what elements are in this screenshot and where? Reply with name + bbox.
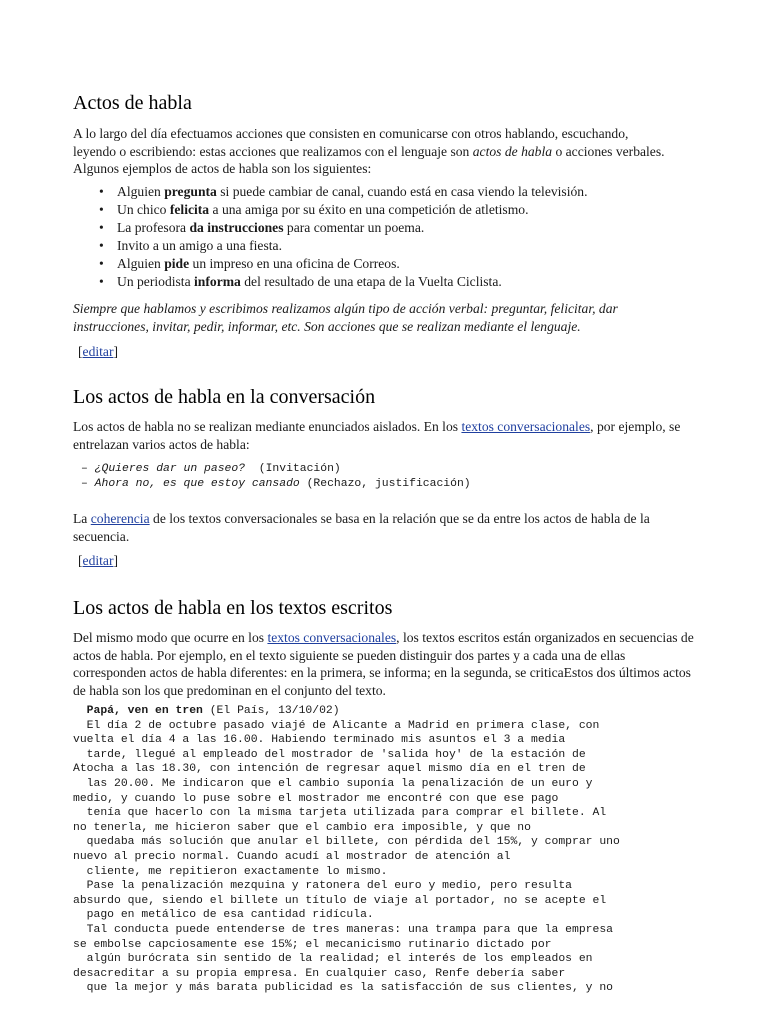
written-texts-paragraph bbox=[73, 629, 698, 699]
bullet-verb: felicita bbox=[169, 202, 210, 217]
link-textos-conversacionales-2[interactable]: textos conversacionales bbox=[267, 630, 397, 645]
written-text-1: Del mismo modo que ocurre en los bbox=[73, 630, 268, 645]
intro-text-1: A lo largo del día efectuamos acciones que consisten en comunicarse con otros hablando, escuchando, leyendo o escribiendo: estas acciones que realizamos con el lenguaje son bbox=[73, 126, 629, 159]
conversation-examples bbox=[81, 462, 471, 491]
bullet-dot-icon: • bbox=[99, 238, 104, 253]
intro-text-2: o acciones verbales. Algunos ejemplos de actos de habla son los siguientes: bbox=[73, 143, 665, 176]
example-1-dash: – bbox=[81, 463, 95, 475]
excerpt-line: algún burócrata sin sentido de la realidad; el interés de los empleados en bbox=[73, 953, 593, 966]
edit-link-2-wrapper: [editar] bbox=[78, 553, 119, 568]
link-coherencia[interactable]: coherencia bbox=[90, 511, 150, 526]
example-list-item bbox=[99, 273, 757, 291]
edit-link-1-wrapper: [editar] bbox=[78, 344, 119, 359]
intro-emphasis: actos de habla bbox=[472, 143, 553, 159]
example-2-label: (Rechazo, justificación) bbox=[299, 477, 471, 490]
excerpt-line: se embolse capciosamente ese 15%; el mecanicismo rutinario dictado por bbox=[73, 938, 552, 951]
italic-note: Siempre que hablamos y escribimos realizamos algún tipo de acción verbal: preguntar, felicitar, dar instrucciones, invitar, pedir, informar, etc. Son acciones que se realizan mediante el lenguaje. bbox=[73, 301, 618, 334]
example-list-item bbox=[99, 183, 757, 201]
example-1-label: (Invitación) bbox=[245, 463, 341, 475]
excerpt-line: Atocha a las 18.30, con intención de regresar aquel mismo día en el tren de bbox=[73, 763, 586, 776]
coherence-text-2: de los textos conversacionales se basa en la relación que se da entre los actos de habla de la secuencia. bbox=[73, 511, 650, 544]
bullet-verb: pregunta bbox=[164, 184, 217, 199]
newspaper-excerpt bbox=[73, 704, 753, 996]
bullet-text-pre: Un periodista bbox=[117, 274, 195, 289]
excerpt-line: Tal conducta puede entenderse de tres maneras: una trampa para que la empresa bbox=[73, 923, 614, 936]
bullet-text-post: un impreso en una oficina de Correos. bbox=[189, 256, 400, 271]
intro-paragraph bbox=[73, 125, 673, 178]
link-textos-conversacionales-1[interactable]: textos conversacionales bbox=[461, 419, 591, 434]
excerpt-line: nuevo al precio normal. Cuando acudí al mostrador de atención al bbox=[73, 850, 511, 863]
excerpt-line: quedaba más solución que anular el billete, con pérdida del 15%, y comprar uno bbox=[73, 836, 620, 849]
excerpt-line: tarde, llegué al empleado del mostrador de 'salida hoy' de la estación de bbox=[73, 748, 586, 761]
bullet-text-post: para comentar un poema. bbox=[283, 220, 425, 235]
bullet-verb: da instrucciones bbox=[189, 220, 284, 235]
bullet-dot-icon: • bbox=[99, 256, 104, 271]
example-list-item bbox=[99, 201, 757, 219]
bullet-verb: informa bbox=[194, 274, 241, 289]
excerpt-line: vuelta el día 4 a las 16.00. Habiendo terminado mis asuntos el 3 a media bbox=[73, 734, 566, 747]
bullet-text-post: del resultado de una etapa de la Vuelta Ciclista. bbox=[240, 274, 502, 289]
coherence-paragraph bbox=[73, 510, 693, 545]
excerpt-line: no tenerla, me hicieron saber que el cambio era imposible, y que no bbox=[73, 821, 531, 834]
example-line-1 bbox=[81, 462, 471, 477]
example-list-item bbox=[99, 237, 757, 255]
bullet-text-post: a una amiga por su éxito en una competición de atletismo. bbox=[209, 202, 529, 217]
excerpt-line: Pase la penalización mezquina y ratonera del euro y medio, pero resulta bbox=[73, 880, 572, 893]
heading-actos-de-habla: Actos de habla bbox=[73, 92, 192, 114]
example-list-item bbox=[99, 255, 757, 273]
bullet-dot-icon: • bbox=[99, 202, 104, 217]
example-1-utterance: ¿Quieres dar un paseo? bbox=[94, 463, 246, 475]
excerpt-lines bbox=[73, 719, 753, 996]
bullet-dot-icon: • bbox=[99, 274, 104, 289]
excerpt-line: tenía que hacerlo con la misma tarjeta utilizada para comprar el billete. Al bbox=[73, 807, 607, 820]
excerpt-line: medio, y cuando lo puse sobre el mostrador me encontré con que ese pago bbox=[73, 792, 559, 805]
excerpt-line: que la mejor y más barata publicidad es la satisfacción de sus clientes, y no bbox=[73, 982, 614, 995]
bullet-dot-icon: • bbox=[99, 184, 104, 199]
excerpt-line: El día 2 de octubre pasado viajé de Alicante a Madrid en primera clase, con bbox=[73, 719, 600, 732]
bullet-text-pre: Alguien bbox=[117, 256, 165, 271]
heading-conversacion: Los actos de habla en la conversación bbox=[73, 386, 376, 408]
example-2-utterance: Ahora no, es que estoy cansado bbox=[94, 477, 300, 490]
excerpt-line: las 20.00. Me indicaron que el cambio suponía la penalización de un euro y bbox=[73, 777, 593, 790]
bullet-text-pre: Un chico bbox=[117, 202, 170, 217]
coherence-text-1: La bbox=[73, 511, 91, 526]
bullet-text-post: si puede cambiar de canal, cuando está en casa viendo la televisión. bbox=[216, 184, 588, 199]
excerpt-line: pago en metálico de esa cantidad ridícula. bbox=[73, 909, 374, 922]
bullet-text-pre: Invito a un amigo a una fiesta. bbox=[117, 238, 282, 253]
excerpt-title-line bbox=[73, 704, 753, 719]
bullet-text-pre: Alguien bbox=[117, 184, 165, 199]
excerpt-line: desacreditar a su propia empresa. En cualquier caso, Renfe debería saber bbox=[73, 967, 566, 980]
edit-link-2[interactable]: editar bbox=[82, 553, 114, 568]
bullet-verb: pide bbox=[164, 256, 190, 271]
example-list-item bbox=[99, 219, 757, 237]
conversation-text-2: , por ejemplo, se entrelazan varios actos de habla: bbox=[73, 419, 681, 452]
excerpt-source: (El País, 13/10/02) bbox=[202, 705, 340, 717]
heading-textos-escritos: Los actos de habla en los textos escritos bbox=[73, 597, 393, 619]
bullet-text-pre: La profesora bbox=[117, 220, 190, 235]
examples-list bbox=[73, 183, 757, 291]
written-text-2: , los textos escritos están organizados en secuencias de actos de habla. Por ejemplo, en el texto siguiente se pueden distinguir dos partes y a cada una de ellas corresponden actos de habla diferentes: en la primera, se informa; en la segunda, se criticaEstos dos últimos actos de habla son los que predominan en el conjunto del texto. bbox=[73, 630, 694, 698]
bullet-dot-icon: • bbox=[99, 220, 104, 235]
excerpt-line: cliente, me repitieron exactamente lo mismo. bbox=[73, 865, 388, 878]
edit-link-1[interactable]: editar bbox=[82, 344, 114, 359]
excerpt-title: Papá, ven en tren bbox=[86, 705, 203, 717]
example-line-2 bbox=[81, 477, 471, 492]
example-2-dash: – bbox=[81, 477, 95, 490]
excerpt-line: absurdo que, siendo el billete un título de viaje al portador, no se acepte el bbox=[73, 894, 607, 907]
conversation-paragraph bbox=[73, 418, 703, 453]
conversation-text-1: Los actos de habla no se realizan mediante enunciados aislados. En los bbox=[73, 419, 462, 434]
